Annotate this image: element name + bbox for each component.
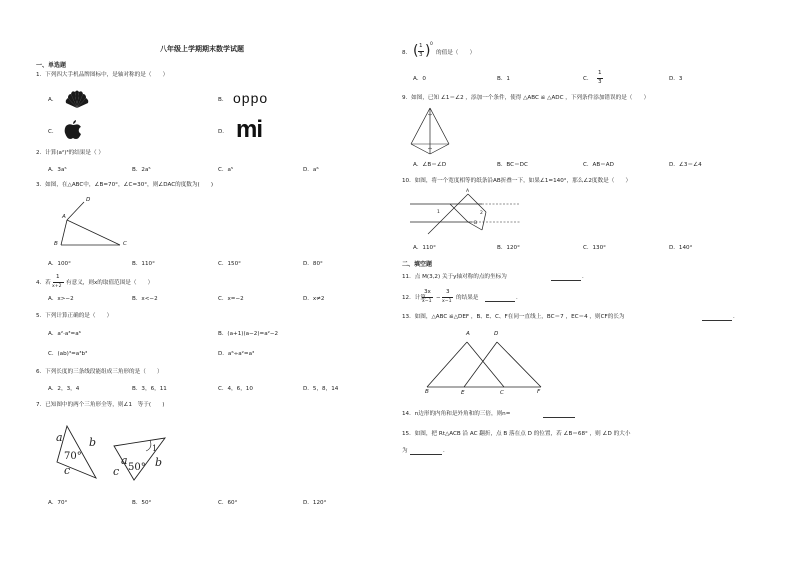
q10-option-d[interactable]: D．140°	[669, 245, 693, 251]
q2-option-b[interactable]: B．2a⁵	[132, 167, 151, 173]
q3-option-b[interactable]: B．110°	[132, 261, 155, 267]
mi-logo: mi	[236, 116, 263, 143]
q9-option-a[interactable]: A．∠B＝∠D	[413, 162, 447, 168]
q11-stem: 11．点 M(3,2) 关于y轴对称的点的坐标为	[402, 274, 507, 280]
q3-option-a[interactable]: A．100°	[48, 261, 71, 267]
q15-line2: 为	[402, 448, 408, 454]
q2-option-d[interactable]: D．a⁶	[303, 167, 319, 173]
q4-option-c[interactable]: C．x=−2	[218, 296, 244, 302]
q3-option-d[interactable]: D．80°	[303, 261, 323, 267]
q9-kite-figure	[405, 106, 455, 158]
q8-prefix: 8．	[402, 50, 412, 56]
q15-end: ．	[443, 448, 449, 454]
q7-label-a2: a	[121, 454, 128, 467]
q8-option-c[interactable]: C．	[583, 76, 593, 82]
q7-label-c: c	[64, 464, 71, 477]
q8-paren-right: )	[425, 43, 431, 59]
q7-option-d[interactable]: D．120°	[303, 500, 327, 506]
q10-label-1: 1	[437, 210, 440, 215]
q7-label-b2: b	[155, 456, 163, 469]
q7-label-b: b	[89, 436, 97, 449]
q15-stem: 15．如图，把 Rt△ACB 沿 AC 翻折，点 B 落在点 D 的位置，若 ∠B＝68° ，则 ∠D 的大小	[402, 431, 631, 437]
q13-label-e: E	[461, 390, 465, 396]
q1-option-d[interactable]: D．	[218, 129, 228, 135]
q7-label-c2: c	[113, 465, 120, 478]
q8-fraction-den: 3	[419, 52, 423, 58]
huawei-logo-icon	[64, 88, 90, 110]
q9-option-d[interactable]: D．∠3＝∠4	[669, 162, 702, 168]
q8-option-c-den: 3	[598, 79, 602, 85]
q8-option-c-num: 1	[598, 70, 602, 76]
q13-label-f: F	[537, 389, 541, 395]
q3-label-b: B	[54, 241, 58, 247]
q12-frac1-num: 3x	[424, 289, 431, 295]
q6-option-c[interactable]: C．4，6，10	[218, 386, 253, 392]
q3-label-d: D	[86, 197, 91, 203]
q4-suffix: 有意义，则x的取值范围是（ ）	[66, 280, 154, 286]
q13-label-c: C	[500, 390, 504, 396]
q12-prefix: 12．计算	[402, 295, 426, 301]
q10-option-a[interactable]: A．110°	[413, 245, 436, 251]
q8-suffix: 的值是（ ）	[436, 50, 476, 56]
q3-label-c: C	[123, 241, 127, 247]
q7-option-b[interactable]: B．50°	[132, 500, 152, 506]
doc-title: 八年级上学期期末数学试题	[160, 45, 244, 53]
q6-option-b[interactable]: B．3，6，11	[132, 386, 167, 392]
q5-option-d[interactable]: D．a⁶÷a²=a³	[218, 351, 255, 357]
q15-answer-blank[interactable]	[410, 449, 442, 455]
q5-stem: 5．下列计算正确的是（ ）	[36, 313, 113, 319]
section-single-choice: 一、单选题	[36, 62, 67, 69]
q1-stem: 1．下列四大手机品牌图标中，是轴对称的是（ ）	[36, 72, 169, 78]
q13-answer-blank[interactable]	[702, 315, 732, 321]
q4-prefix: 4．若	[36, 280, 51, 286]
q7-angle-1: 1	[152, 444, 158, 453]
q11-answer-blank[interactable]	[551, 275, 581, 281]
q9-option-b[interactable]: B．BC＝DC	[497, 162, 528, 168]
q6-option-d[interactable]: D．5，8，14	[303, 386, 339, 392]
q13-label-a: A	[466, 331, 470, 337]
q10-label-2: 2	[480, 211, 483, 216]
q10-option-b[interactable]: B．120°	[497, 245, 520, 251]
q10-label-b: B	[474, 221, 478, 226]
q7-option-a[interactable]: A．70°	[48, 500, 68, 506]
oppo-logo: oppo	[233, 90, 269, 106]
q4-fraction-num: 1	[56, 274, 60, 280]
q10-folded-strip-figure	[410, 190, 520, 240]
q13-label-d: D	[494, 331, 499, 337]
apple-logo-icon	[64, 120, 82, 140]
q8-option-a[interactable]: A．0	[413, 76, 426, 82]
q12-minus: −	[436, 295, 441, 301]
q1-option-b[interactable]: B．	[218, 97, 228, 103]
q14-stem: 14．n边形的内角和是外角和的三倍，则n=	[402, 411, 511, 417]
q9-stem: 9．如图，已知 ∠1＝∠2 ，添加一个条件，使得 △ABC ≌ △ADC ，下列条件添加错误的是（ ）	[402, 95, 650, 101]
q2-option-a[interactable]: A．3a⁵	[48, 167, 67, 173]
q13-triangles-figure	[420, 334, 550, 394]
q12-end: ．	[516, 295, 522, 301]
q11-end: ．	[582, 274, 588, 280]
q14-answer-blank[interactable]	[543, 412, 575, 418]
q6-option-a[interactable]: A．2，3，4	[48, 386, 80, 392]
q8-fraction-num: 1	[419, 43, 423, 49]
q2-option-c[interactable]: C．a⁵	[218, 167, 234, 173]
q8-option-b[interactable]: B．1	[497, 76, 510, 82]
q4-option-d[interactable]: D．x≠2	[303, 296, 325, 302]
q13-label-b: B	[425, 389, 429, 395]
q2-stem: 2．计算(a²)³的结果是（ ）	[36, 150, 104, 156]
q8-exponent: 0	[430, 42, 433, 47]
q5-option-c[interactable]: C．(ab)³=a³b³	[48, 351, 88, 357]
q10-label-a: A	[466, 189, 470, 194]
q1-option-c[interactable]: C．	[48, 129, 58, 135]
q10-option-c[interactable]: C．130°	[583, 245, 606, 251]
q9-option-c[interactable]: C．AB＝AD	[583, 162, 614, 168]
q5-option-a[interactable]: A．a²·a³=a⁶	[48, 331, 81, 337]
q6-stem: 6．下列长度的三条线段能组成三角形的是（ ）	[36, 369, 163, 375]
q7-stem: 7．已知图中的两个三角形全等，则∠1 等于( )	[36, 402, 165, 408]
q7-option-c[interactable]: C．60°	[218, 500, 238, 506]
q3-option-c[interactable]: C．150°	[218, 261, 241, 267]
q13-end: ．	[733, 314, 739, 320]
q12-answer-blank[interactable]	[485, 296, 515, 302]
q7-label-a: a	[56, 431, 63, 444]
q13-stem: 13．如图，△ABC ≌△DEF ，B、E、C、F在同一直线上，BC＝7 ，EC＝4 ，则CF的长为	[402, 314, 625, 320]
q12-suffix: 的结果是	[456, 295, 479, 301]
q3-label-a: A	[62, 214, 66, 220]
q10-stem: 10．如图，将一个宽度相等的纸条沿AB折叠一下，如果∠1=140°，那么∠2度数是（ ）	[402, 178, 632, 184]
q12-frac1-den: x−1	[422, 299, 432, 304]
section-fill-in: 二、填空题	[402, 261, 433, 268]
q8-paren-left: (	[413, 43, 419, 59]
q5-option-b[interactable]: B．(a+1)(a−2)=a²−2	[218, 331, 279, 337]
q7-angle-50: 50°	[128, 462, 146, 473]
q4-option-b[interactable]: B．x<−2	[132, 296, 158, 302]
q4-fraction-den: x+2	[52, 284, 62, 289]
q12-frac2-num: 3	[446, 289, 450, 295]
q1-option-a[interactable]: A．	[48, 97, 58, 103]
q3-triangle-figure	[54, 196, 144, 256]
q7-angle-70: 70°	[64, 451, 82, 462]
q8-option-d[interactable]: D．3	[669, 76, 683, 82]
q4-option-a[interactable]: A．x>−2	[48, 296, 74, 302]
q3-stem: 3．如图，在△ABC中，∠B=70°，∠C=30°，则∠DAC的度数为( )	[36, 182, 214, 188]
q12-frac2-den: x−1	[442, 299, 452, 304]
